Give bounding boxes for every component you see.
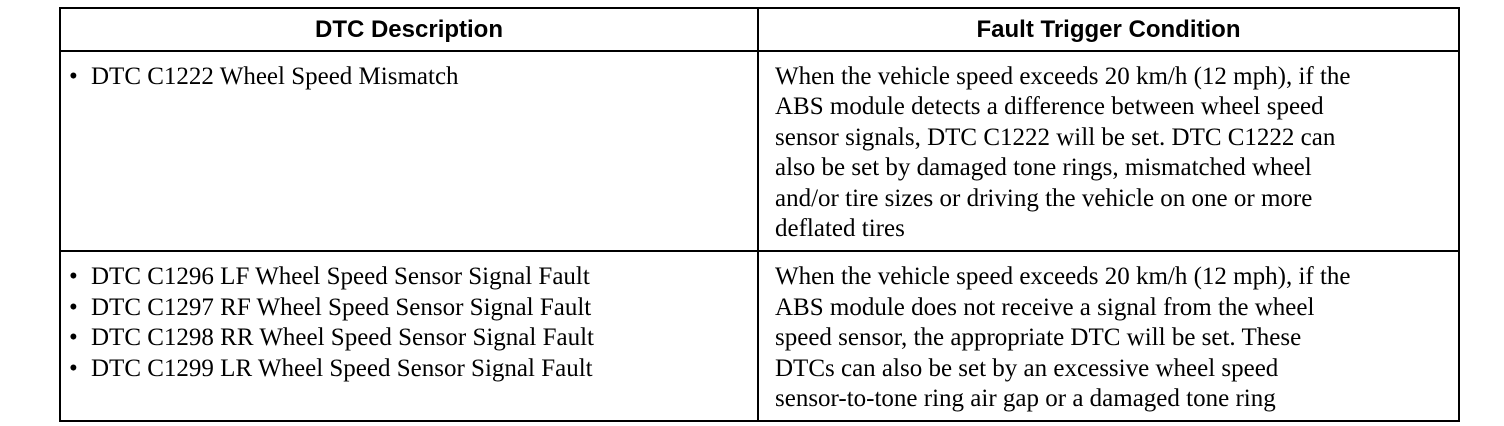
list-item <box>69 262 757 292</box>
bullet-icon: • <box>69 324 78 352</box>
list-item <box>69 293 757 323</box>
dtc-code-label: DTC C1299 LR Wheel Speed Sensor Signal Fault <box>91 354 593 382</box>
table-body <box>60 51 1459 421</box>
fault-trigger-condition-cell: When the vehicle speed exceeds 20 km/h (12 mph), if the ABS module does not receive a signal from the wheel speed sensor, the appropriate DTC will be set. These DTCs can also be set by an excessive wheel speed sensor-to-tone ring air gap or a damaged tone ring <box>758 251 1459 421</box>
header-dtc-description: DTC Description <box>60 8 758 51</box>
list-item <box>69 354 757 384</box>
header-row <box>60 8 1459 51</box>
table-row <box>60 51 1459 251</box>
bullet-icon: • <box>69 293 78 321</box>
table-header <box>60 8 1459 51</box>
dtc-code-list <box>69 262 757 384</box>
bullet-icon: • <box>69 63 78 90</box>
dtc-description-cell <box>60 51 758 251</box>
header-fault-trigger-condition: Fault Trigger Condition <box>758 8 1459 51</box>
bullet-icon: • <box>69 354 78 382</box>
dtc-code-label: DTC C1222 Wheel Speed Mismatch <box>91 63 459 90</box>
dtc-code-label: DTC C1298 RR Wheel Speed Sensor Signal Fault <box>91 324 594 352</box>
list-item <box>69 62 757 92</box>
dtc-description-cell <box>60 251 758 421</box>
dtc-code-label: DTC C1296 LF Wheel Speed Sensor Signal Fault <box>91 263 590 291</box>
dtc-table <box>59 7 1460 422</box>
dtc-code-list <box>69 62 757 92</box>
fault-trigger-condition-cell: When the vehicle speed exceeds 20 km/h (12 mph), if the ABS module detects a difference between wheel speed sensor signals, DTC C1222 will be set. DTC C1222 can also be set by damaged tone rings, mismatched wheel and/or tire sizes or driving the vehicle on one or more deflated tires <box>758 51 1459 251</box>
table-row <box>60 251 1459 421</box>
list-item <box>69 323 757 353</box>
bullet-icon: • <box>69 263 78 291</box>
dtc-code-label: DTC C1297 RF Wheel Speed Sensor Signal Fault <box>91 293 592 321</box>
